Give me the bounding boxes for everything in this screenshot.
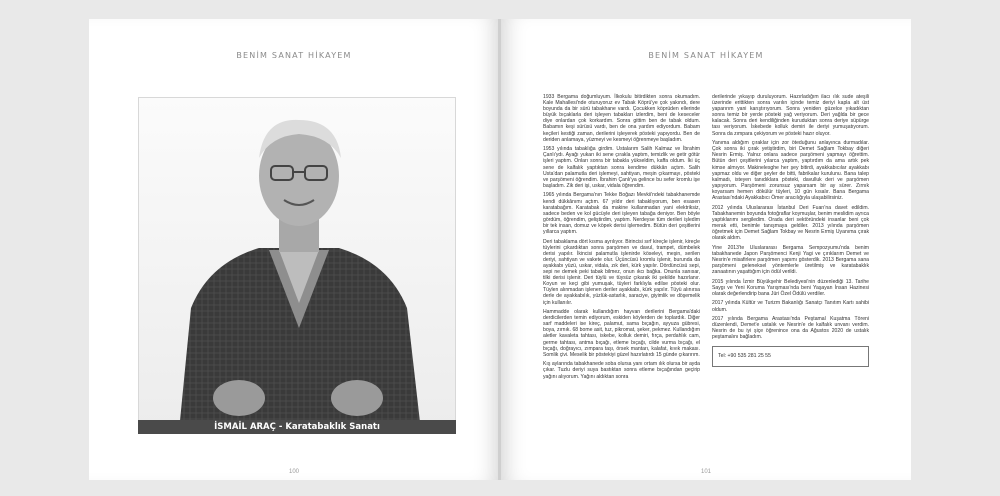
paragraph: 1933 Bergama doğumluyum. İlkokulu bitirdikten sonra okumadım. Kale Mahallesi'nde oturuyoruz ev Tabak Köprü'ye çok yakındı, dere boyunda da bir sürü tabakhane vardı. Çocukken köprüden ellerinde büyük bıçaklarla deri işleyen tabakları izlerdim, beni de keseceler diye onlardan çok korkardım. Sonra gittim ben de tabak oldum. Babamın keşi sürüsü vardı, ben de ona yardım ediyordum. Babam keçileri kestiği zaman, derilerini işleyerek pösteki yapıyordu. Ben de deriden anlamaya, yüzmeyi ve kesmeyi öğrenmeye başladım. [543,94,700,143]
paragraph: Yanıma aldığım çıraklar için zor öteduğunu anlayınca durmadılar. Çok sonra iki çırak yetiştirdim, biri Demet Sağlam Tokbay diğeri Nesrin Ermiş. Yalnız onlara sadece parşömeni yapmayı öğrettim. Bütün deri çeşitlerini yılarca yaptım, yaptırdım da ama artık pek kimse almıyor. Makinelesghe her şey bitirdi, ayakkabıcılar ayakkabı yapmaz oldu ve diğer şeyler de bitti, fabrikalar kurulunu. Bana talep kalmadı, isteyen tanıdıklara pösteki, davulluk deri ve parşömen yapıyorum. Parşömeni zorunsuz yaparsam bir ay sürer. Zırnık koyarsam hemen dökülür tüyleri, 10 gün kısalır. Bana Bergama Arastası'ndaki Ayakkabıcı Ömer aracılığıyla ulaşabilirsiniz. [712,140,869,201]
text-column-2 [712,94,869,367]
paragraph: 2012 yılında Uluslararası İstanbul Deri Fuarı'na davet edildim. Tabakhanemin boyunda fotoğraflar koymuşlar, benim meslidim ayrıca yaptıklarımı sergiledim. Orada deri sektöründeki insanlar beni çok merak etti, benimle tanışmaya geldiler. 2013 yılında parşömen öğretmek için Demet Sağlam Tokbay ve Nesrin Ermiş Uyanıma çırak olarak aldım. [712,204,869,242]
text-column-1 [543,94,700,383]
contact-box: Tel: +90 535 281 25 55 [712,346,869,366]
portrait-caption: İSMAİL ARAÇ - Karatabaklık Sanatı [138,420,456,434]
left-page-header: BENİM SANAT HİKAYEM [236,51,352,60]
paragraph: 1953 yılında tabaklığa girdim. Ustalarım Salih Kalmaz ve İbrahim Çanlı'ydı. Ayağı yukarı iki sene çırakla yaptım, temizlik ve getir götür işleri yaptım. Onları sonra bir tabakla yükseldim, kaffa oldum. İki üç sene de kalfalık yaptıktan sonra kendime dükkân açtım. Salih Usta'dan palamutla deri işlemeyi, sahtiyan, meşin çıkarmayı, pösteki ve parşömeni öğrendim. İbrahim Çanlı'ya gelince bu sefer kromlu işe başladım. Zik deri işi, uskar, vidala öğrendim. [543,146,700,189]
paragraph: 2017 yılında Kültür ve Turizm Bakanlığı Sanatçı Tanıtım Kartı sahibi oldum. [712,300,869,313]
paragraph: 2017 yılında Bergama Arastası'nda Peştamal Kuşatma Töreni düzenlendi, Demet'e ustalık ve Nesrin'e de kalfalık unvanı verdim. Nesrin de bu iyi şiçe öğrenince ona da Ağustos 2020 de ustalık peştamalını bağladım. [712,316,869,341]
paragraph: Kış aylarında tabakhanede soba olursa yanı ortam ılık olursa bir ayda çıkar. Tuzlu deriyi suya bastıktan sonra etleme bıçağından geçirip yağını alıyorum. Yağını aldıktan sonra [543,361,700,380]
right-page-header: BENİM SANAT HİKAYEM [648,51,764,60]
portrait-photo [138,97,456,430]
paragraph: 1965 yılında Bergama'nın Tekke Boğazı Mevkii'ndeki tabakhanemde kendi dükkânımı açtım. 67 yıldır deri tabaklıyorum, ben esasen karatabağım. Karatabak da makine kullanmadan yani elektriksiz, sadece beden ve kol gücüyle deri işleyen tabağa deniyor. Ben böyle gördüm, öğrendim, geliştirdim, yaptım. Nerdeyse tüm derileri işledim bir tek insan, domuz ve köpek derisi işlemedim. Bütün deri çeşitlerini yıllarca yaptım. [543,192,700,235]
left-page [89,19,499,480]
paragraph: Hammadde olarak kullandığım hayvan derilerini Bergama'daki derdicilerden temin ediyorum, eskiden köylerden de toplardık. Diğer sarf maddeleri ise kireç, palamut, sama bıçağın, ayyuza gübresi, boya, zırnık. 68 bome asit, tuz, pikromat, şeker, pekmez. Kullandığım aletler kavaleta tahtası, iskebe, kolluk demiri, fırça, perdahlık cam, germe tahtası, antma bıçağı, etleme bıçağı, cilde vurma bıçağı, el bıçağı, doğrayıcı, zımpara taşı, örsek mantarı, kalafat, kıvık makası. Somlik çivi. Meselik bir pöstekiyi güzel hazırlatırdı 15 günde çıkarırım. [543,309,700,358]
right-page-number: 101 [700,469,711,475]
left-page-number: 100 [288,469,299,475]
right-page [501,19,911,480]
paragraph: Yine 2013'te Uluslararası Bergama Sempozyumu'nda benim tabakhanede Japon Parşömenci Kenji Yagi ve çırıklarım Demet ve Nesrin'e misafirlere parşömen yapımı gösterdik. 2013 Bergama sana parşömeni geleneksel yöntemlerle üretilmiş ve karatabaklık zanaatının yaşattığım için ödül verildi. [712,244,869,276]
paragraph: 2015 yılında İzmir Büyükşehir Belediyesi'nin düzenlediği 13. Tarihe Saygı ve Yeni Koruma Yarışması'nda beni Yaşayan İnsan Hazinesi olarak değerlendirip bana Jüri Özel Ödülü verdiler. [712,278,869,297]
paragraph: derilerinde yıkayıp duruluyorum. Hazırladığım ilacı ılık sude ateşili üzerinde erittikten sonra varılın içinde temiz deriyi kapla alt üst yaparırım yani karıştırıyorum. Sonra yeniden güzelce yıkadıktan sonra temiz bir yerde pösteki yağ veriyorum. Deri yağlda bir gece kalacak. Sonra deri kendiliğinden kuruduktan sonra deriye süpürge tası veriyorum. İskebede kolluk demiri ile deriyi yumuşatıyorum. Sonra da zımpara çekiyorum ve pösteki hazır oluyor. [712,94,869,137]
paragraph: Deri tabaklama dört kısma ayrılıyor. Birincisi sırf kireçle işlenir, kireçle tüylerini çıkardıktan sonra parşömen ve davul, trampet, dümbelek derisi yapılır. İkincisi palamutla işlenirde köseleyi, meşin, serilen deriyi, sahtiyan ve vakete olur. Üçüncüsü kromlu işlenir, burunda da ayakkabı yüzü, uskar, vidala, zık deri, kürk yapılır. Dördüncüsü sepi, sepi ne demek peki tabak bilmez, onun ıkcı bağka. Onunla sanısar, tilki derisi işlenir. Deri tüylü ve tüysüz çıkarak iki şekilde hazırlanır. Koyun ve keçi gibi yumuşak, tüyleri farklıyla edilse pösteki olur. Tüylen alınmadan işlenen deriler ayakkabı, kürk yapılır. Tüyü alınırsa derle de ayakkabılık, yüzlük-astarlık, saraciye, giyimlik ve döşemelik için kullanılır. [543,238,700,306]
